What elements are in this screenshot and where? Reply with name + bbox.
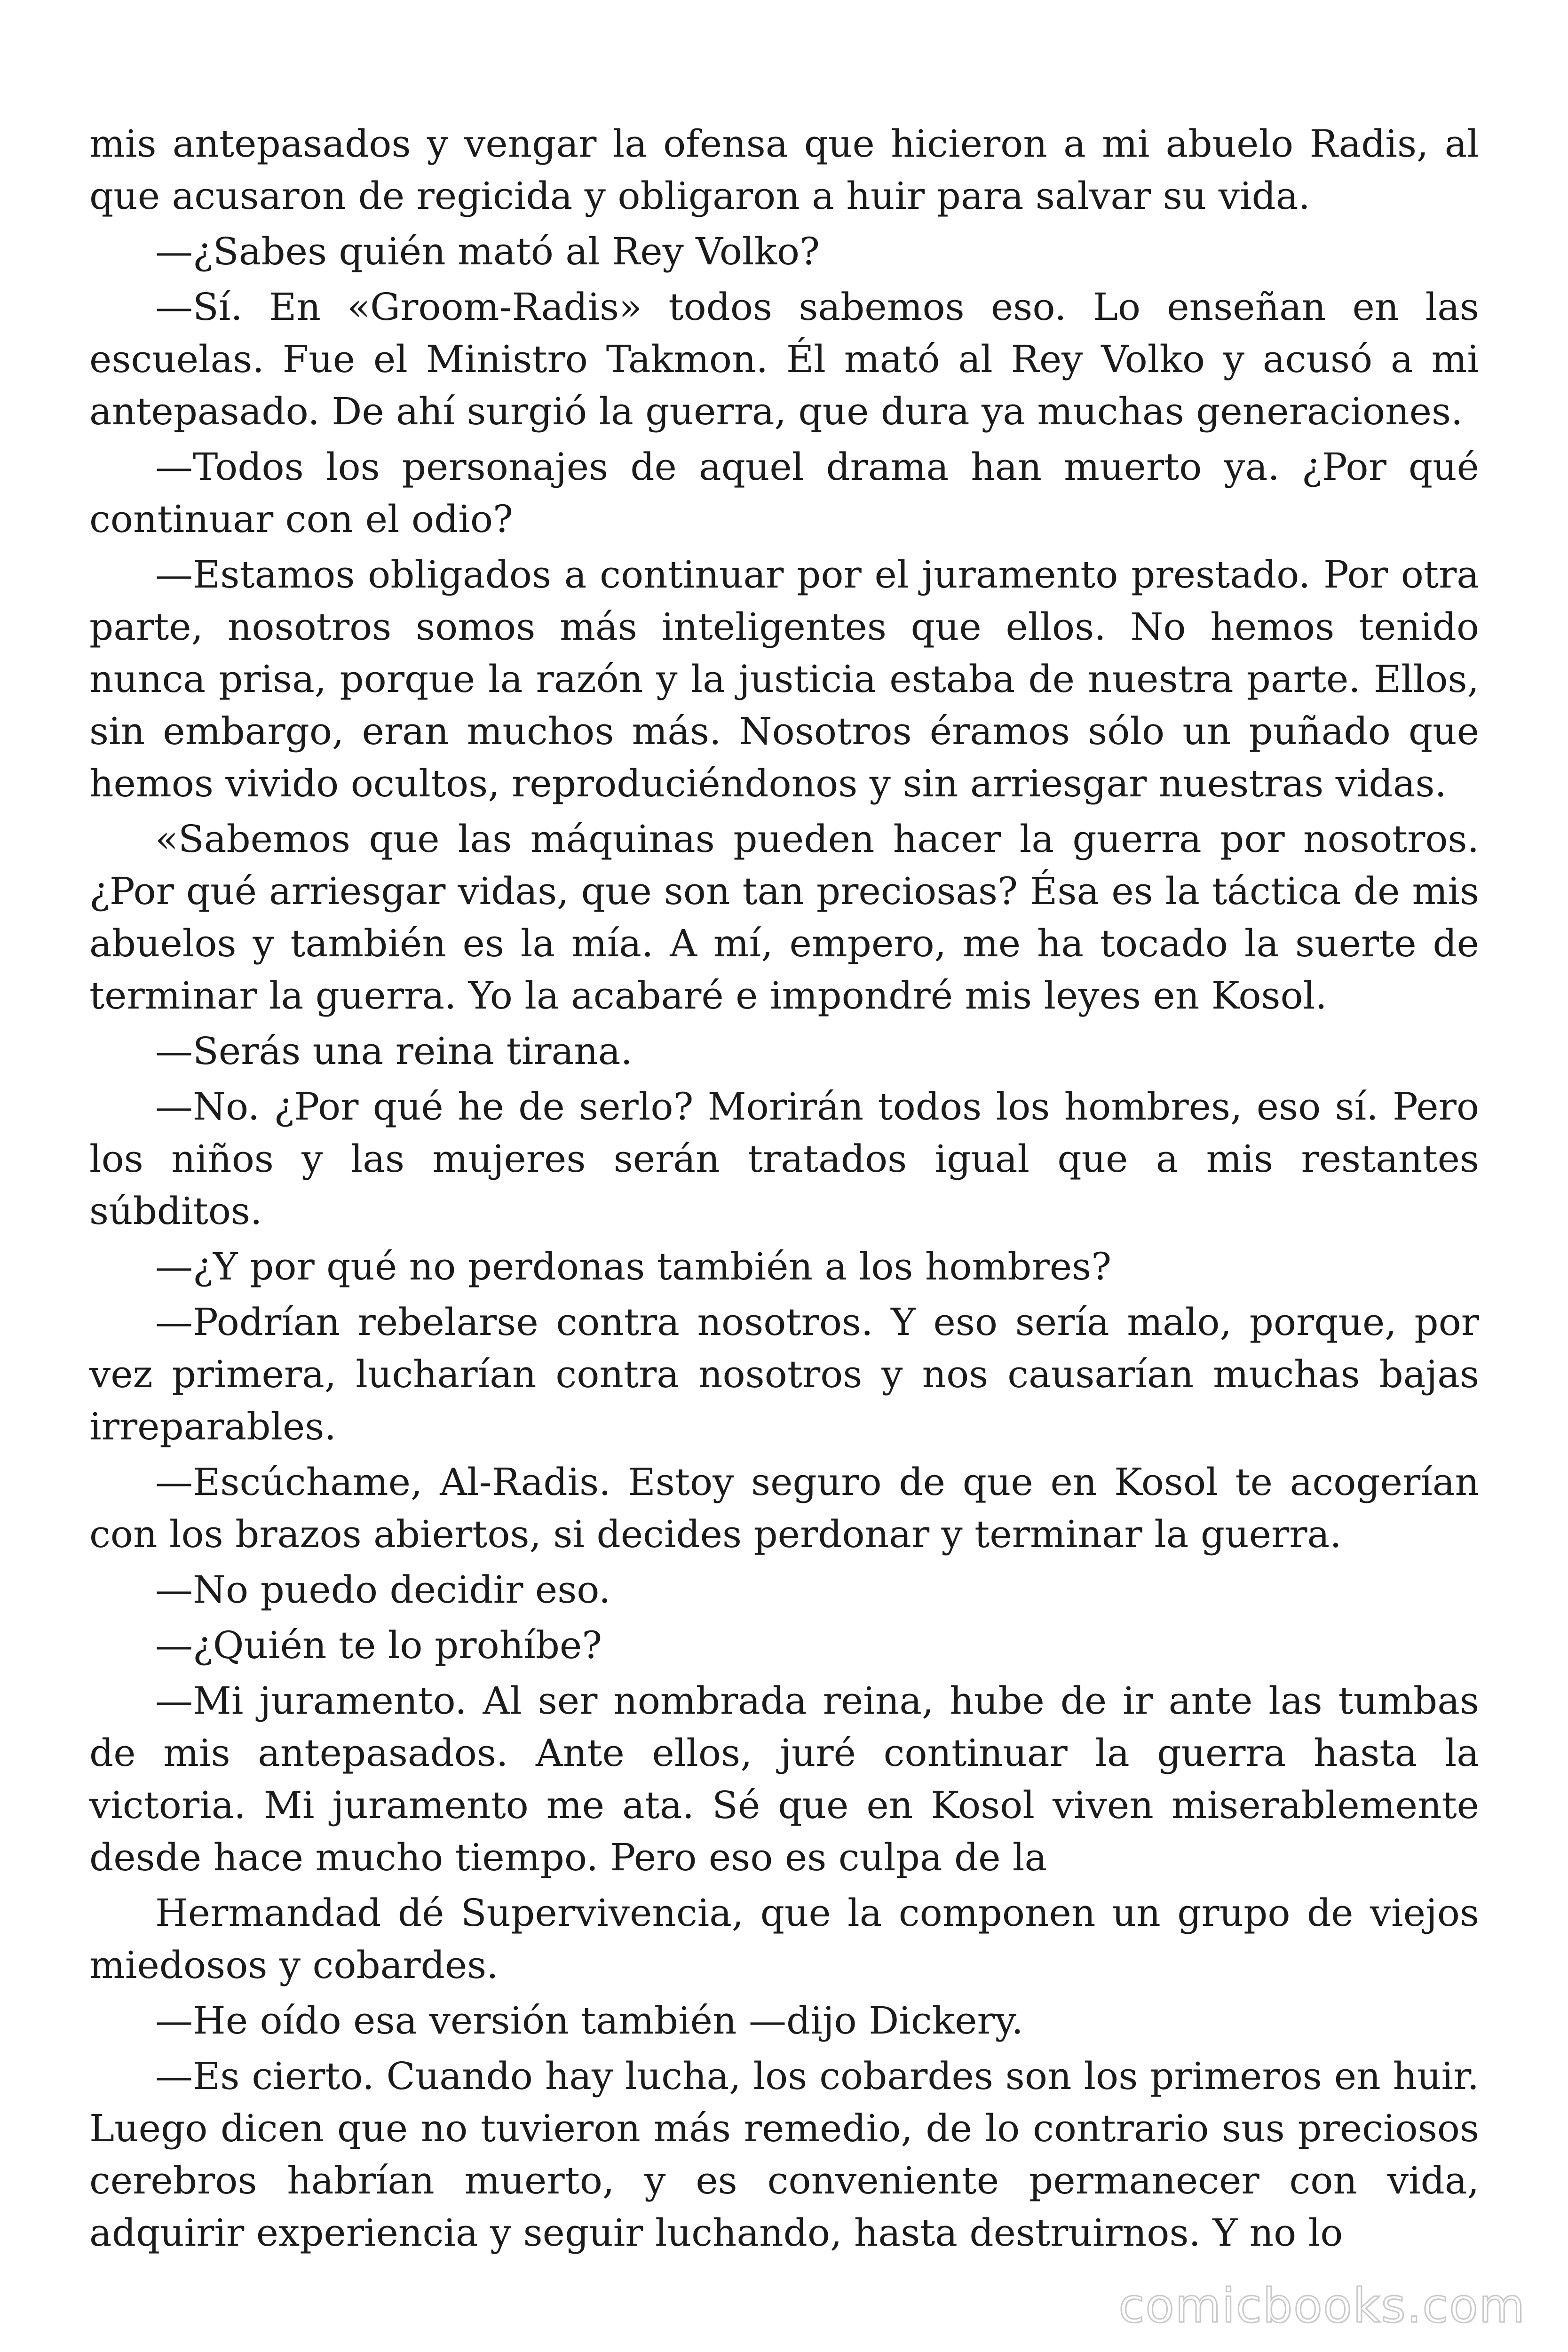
dialogue-line: —He oído esa versión también —dijo Dickery. xyxy=(155,1999,1023,2042)
dialogue-line: —Serás una reina tirana. xyxy=(155,1029,633,1073)
dialogue-line: —Todos los personajes de aquel drama han muerto ya. ¿Por qué continuar con el odio? xyxy=(89,445,1479,541)
dialogue-line: —¿Quién te lo prohíbe? xyxy=(155,1623,602,1667)
dialogue-line: —Podrían rebelarse contra nosotros. Y eso sería malo, porque, por vez primera, lucharían contra nosotros y nos causarían muchas bajas irreparables. xyxy=(89,1300,1479,1448)
dialogue-line: —¿Sabes quién mató al Rey Volko? xyxy=(155,230,820,273)
paragraph-continuation: mis antepasados y vengar la ofensa que hicieron a mi abuelo Radis, al que acusaron de regicida y obligaron a huir para salvar su vida. xyxy=(89,122,1479,218)
dialogue-line: —Mi juramento. Al ser nombrada reina, hube de ir ante las tumbas de mis antepasados. Ante ellos, juré continuar la guerra hasta la victoria. Mi juramento me ata. Sé que en Kosol viven miserablemente desde hace mucho tiempo. Pero eso es culpa de la xyxy=(89,1679,1479,1879)
book-page-text xyxy=(89,118,1479,2262)
dialogue-line: Hermandad dé Supervivencia, que la componen un grupo de viejos miedosos y cobardes. xyxy=(89,1891,1479,1987)
dialogue-line: —Sí. En «Groom-Radis» todos sabemos eso. Lo enseñan en las escuelas. Fue el Ministro Takmon. Él mató al Rey Volko y acusó a mi antepasado. De ahí surgió la guerra, que dura ya muchas generaciones. xyxy=(89,285,1479,433)
watermark-text: comicbooks.com xyxy=(1118,2278,1526,2333)
dialogue-line: —¿Y por qué no perdonas también a los hombres? xyxy=(155,1245,1112,1288)
dialogue-line: —Estamos obligados a continuar por el juramento prestado. Por otra parte, nosotros somos más inteligentes que ellos. No hemos tenido nunca prisa, porque la razón y la justicia estaba de nuestra parte. Ellos, sin embargo, eran muchos más. Nosotros éramos sólo un puñado que hemos vivido ocultos, reproduciéndonos y sin arriesgar nuestras vidas. xyxy=(89,553,1479,805)
dialogue-line: —Escúchame, Al-Radis. Estoy seguro de que en Kosol te acogerían con los brazos abiertos, si decides perdonar y terminar la guerra. xyxy=(89,1460,1479,1556)
dialogue-line: —Es cierto. Cuando hay lucha, los cobardes son los primeros en huir. Luego dicen que no tuvieron más remedio, de lo contrario sus preciosos cerebros habrían muerto, y es conveniente permanecer con vida, adquirir experiencia y seguir luchando, hasta destruirnos. Y no lo xyxy=(89,2054,1479,2255)
dialogue-line: —No puedo decidir eso. xyxy=(155,1568,611,1612)
dialogue-line: «Sabemos que las máquinas pueden hacer la guerra por nosotros. ¿Por qué arriesgar vidas, que son tan preciosas? Ésa es la táctica de mis abuelos y también es la mía. A mí, empero, me ha tocado la suerte de terminar la guerra. Yo la acabaré e impondré mis leyes en Kosol. xyxy=(89,817,1479,1017)
dialogue-line: —No. ¿Por qué he de serlo? Morirán todos los hombres, eso sí. Pero los niños y las mujeres serán tratados igual que a mis restantes súbditos. xyxy=(89,1085,1479,1233)
